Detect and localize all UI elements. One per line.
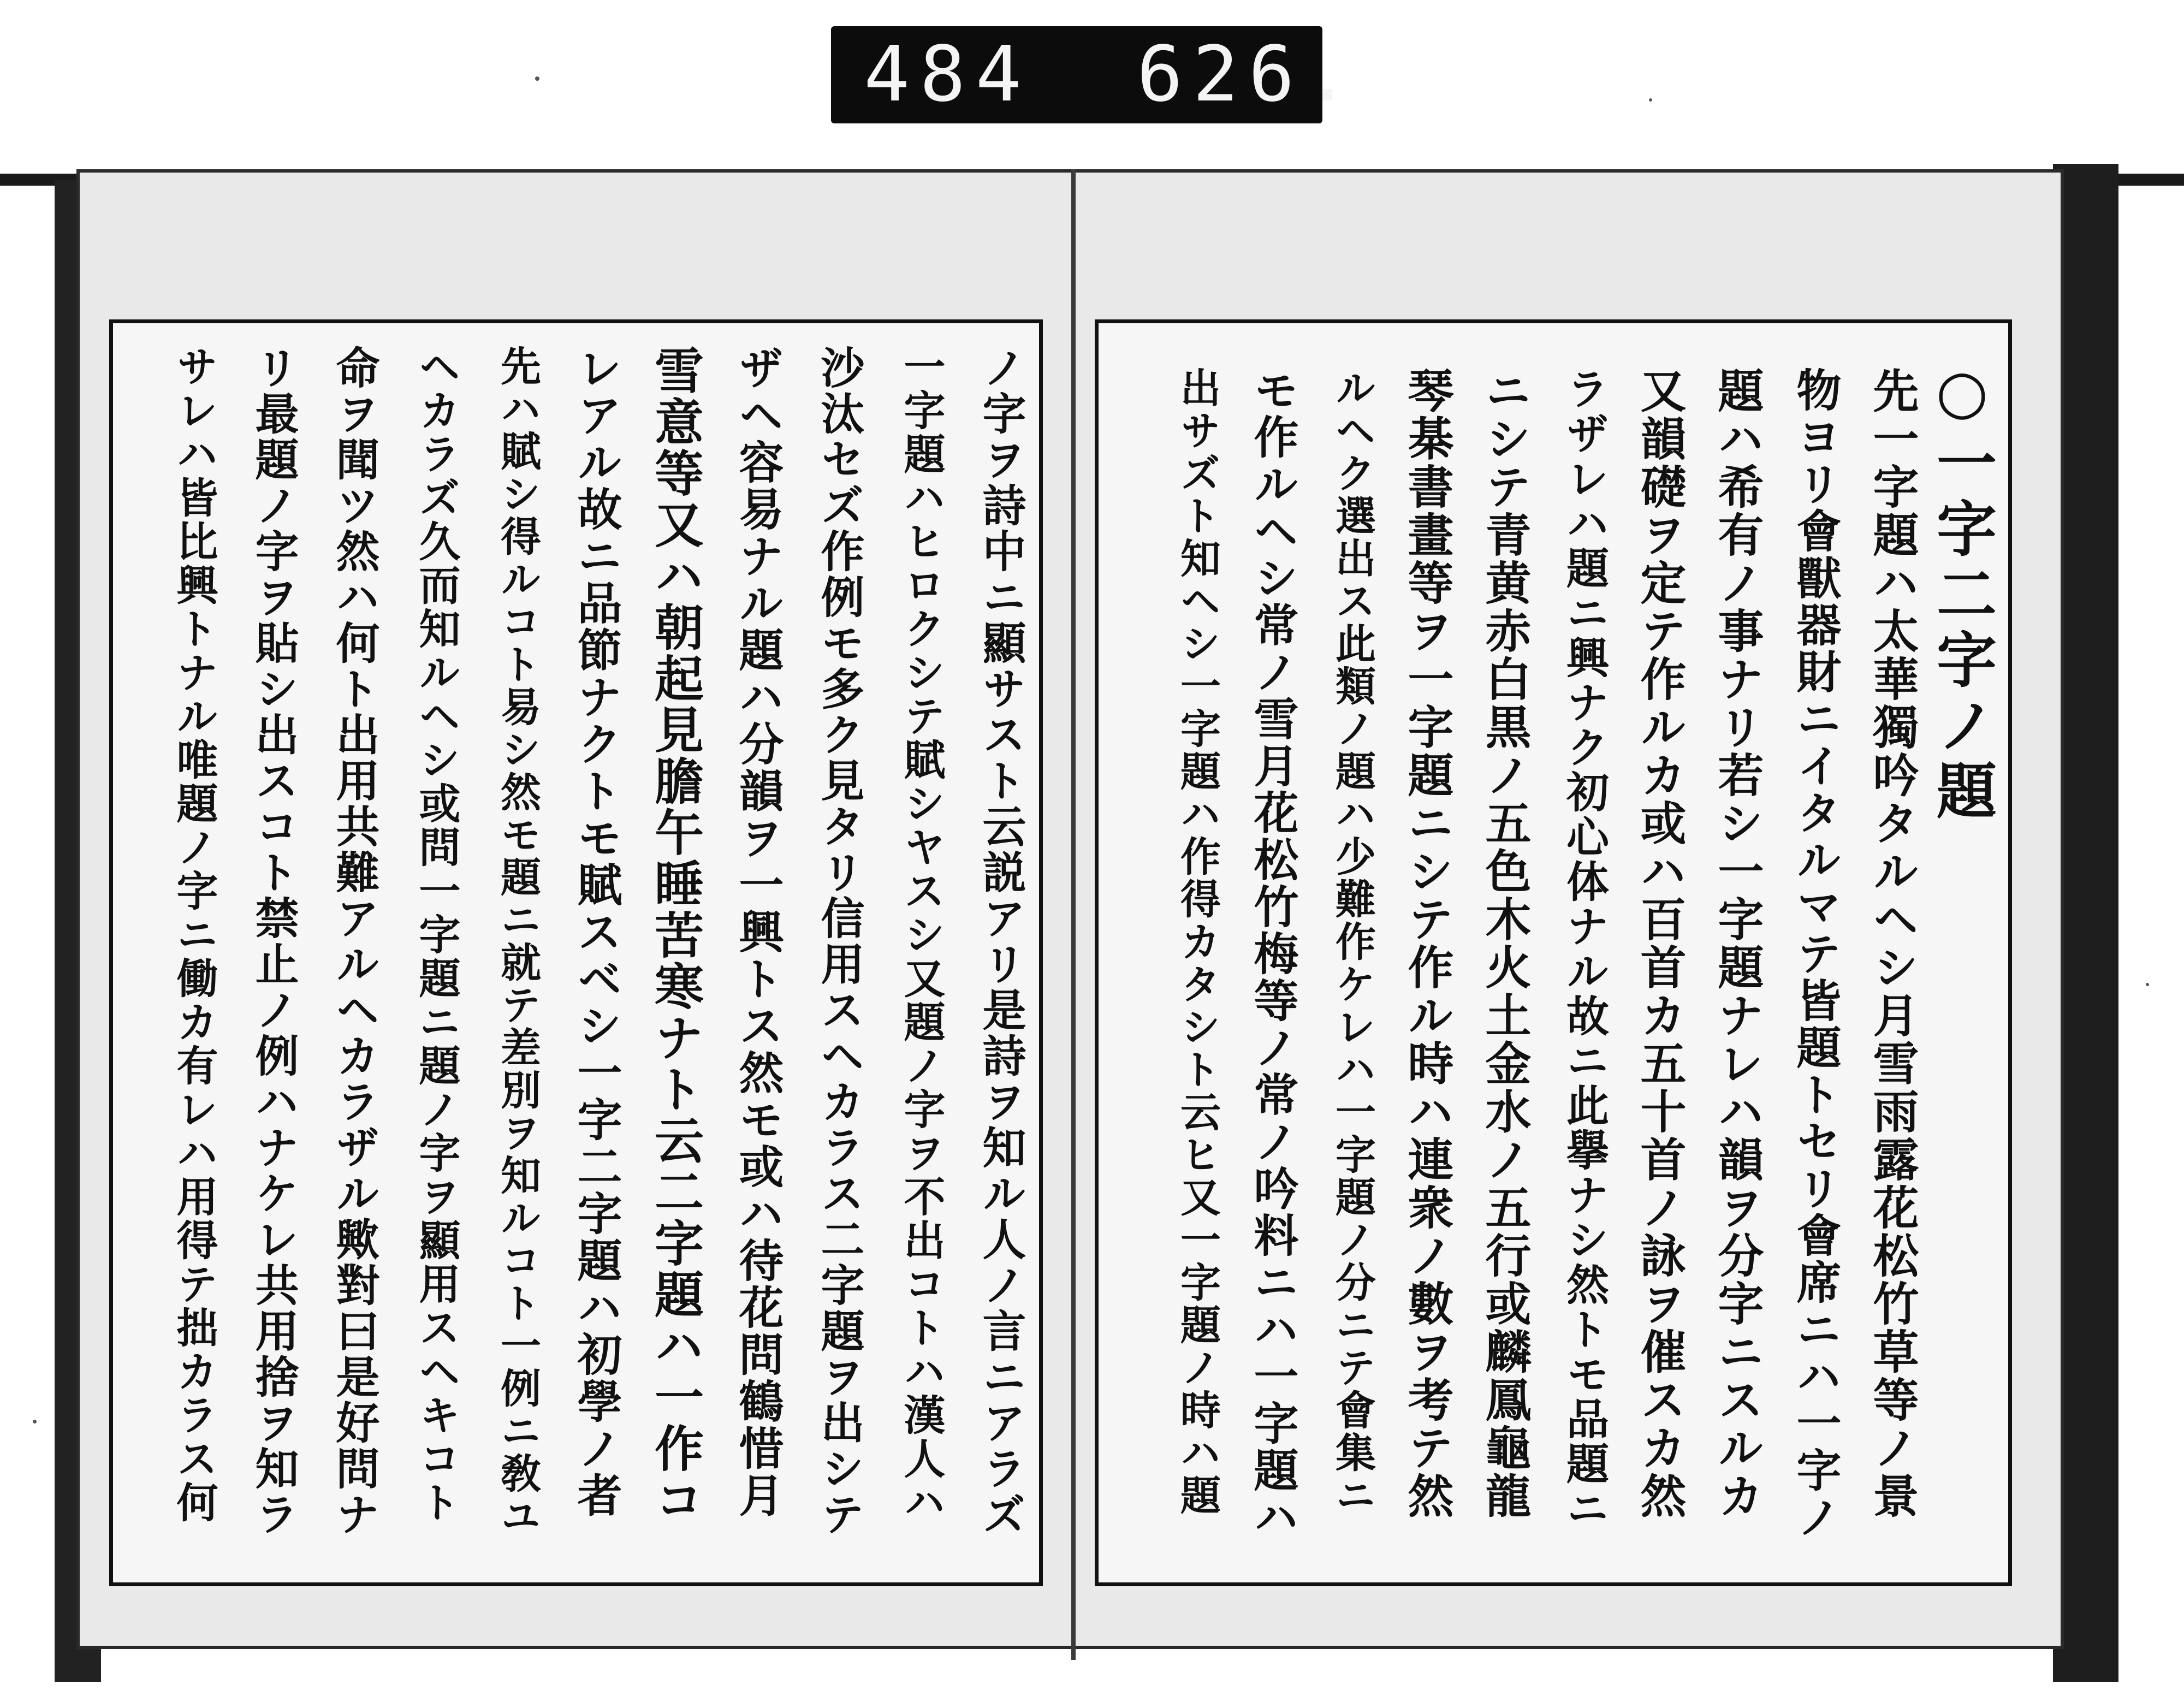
text-column: 又韻礎ヲ定テ作ルカ或ハ百首カ五十首ノ詠ヲ催スカ然 bbox=[1633, 367, 1687, 1520]
book-spine bbox=[1071, 169, 1076, 1660]
catalogue-number-right: 626. bbox=[1137, 30, 1361, 119]
text-column: サレハ皆比興トナル唯題ノ字ニ働カ有レハ用得テ拙カラス何 bbox=[170, 345, 218, 1525]
text-column: ニシテ青黄赤白黒ノ五色木火土金水ノ五行或麟鳳龜龍 bbox=[1478, 367, 1532, 1520]
text-column: 命ヲ聞ツ然ハ何ト出用共難アルヘカラザル歟對曰是好問ナ bbox=[329, 345, 380, 1538]
section-heading: ○一字二字ノ題 bbox=[1927, 356, 1997, 825]
text-column: 題ハ希有ノ事ナリ若シ一字題ナレハ韻ヲ分字ニスルカ bbox=[1711, 367, 1765, 1520]
text-column: ザヘ容易ナル題ハ分韻ヲ一興トス然モ或ハ待花問鶴惜月 bbox=[732, 345, 784, 1519]
text-column: ラザレハ題ニ興ナク初心体ナル故ニ此擧ナシ然トモ品題ニ bbox=[1559, 367, 1609, 1531]
text-column: 琴棊書畫等ヲ一字題ニシテ作ル時ハ連衆ノ數ヲ考テ然 bbox=[1400, 367, 1455, 1520]
text-column: モ作ルヘシ常ノ雪月花松竹梅等ノ常ノ吟料ニハ一字題ハ bbox=[1247, 367, 1299, 1541]
catalogue-number-left: 484 bbox=[864, 30, 1031, 119]
text-column: ヘカラズ久而知ルヘシ或問一字題ニ題ノ字ヲ顯用スヘキコト bbox=[412, 345, 461, 1525]
catalogue-label bbox=[831, 26, 1361, 123]
right-page bbox=[1095, 319, 2012, 1586]
text-column: ノ字ヲ詩中ニ顯サスト云説アリ是詩ヲ知ル人ノ言ニアラズ bbox=[975, 345, 1026, 1538]
text-column: 物ヨリ會獸器財ニイタルマテ皆題トセリ會席ニハ一字ノ bbox=[1789, 367, 1842, 1541]
scan-speck bbox=[535, 76, 539, 81]
text-column: 沙汰セズ作例モ多ク見タリ信用スヘカラス二字題ヲ出シテ bbox=[814, 345, 865, 1538]
text-column: 先ハ賦シ得ルコト易シ然モ題ニ就テ差別ヲ知ルコト一例ニ敎ユ bbox=[494, 345, 541, 1538]
text-column: ルヘク選出ス此類ノ題ハ少難作ケレハ一字題ノ分ニテ會集ニ bbox=[1329, 367, 1376, 1517]
left-page bbox=[109, 319, 1043, 1586]
text-column: 雪意等又ハ朝起見膽午睡苦寒ナト云二字題ハ一作コ bbox=[646, 345, 704, 1526]
scan-speck bbox=[2146, 983, 2149, 986]
scan-speck bbox=[1649, 98, 1652, 102]
text-column: レアル故ニ品節ナクトモ賦スベシ一字二字題ハ初學ノ者 bbox=[570, 345, 622, 1519]
text-column: 一字題ハヒロクシテ賦シヤスシ又題ノ字ヲ不出コトハ漢人ハ bbox=[897, 345, 946, 1525]
scan-speck bbox=[33, 1420, 37, 1424]
text-column: 出サズト知ヘシ一字題ハ作得カタシト云ヒ又一字題ノ時ハ題 bbox=[1174, 367, 1221, 1517]
text-column: 先一字題ハ太華獨吟タルヘシ月雪雨露花松竹草等ノ景 bbox=[1866, 367, 1920, 1520]
text-column: リ最題ノ字ヲ貼シ出スコト禁止ノ例ハナケレ共用捨ヲ知ラ bbox=[248, 345, 299, 1538]
